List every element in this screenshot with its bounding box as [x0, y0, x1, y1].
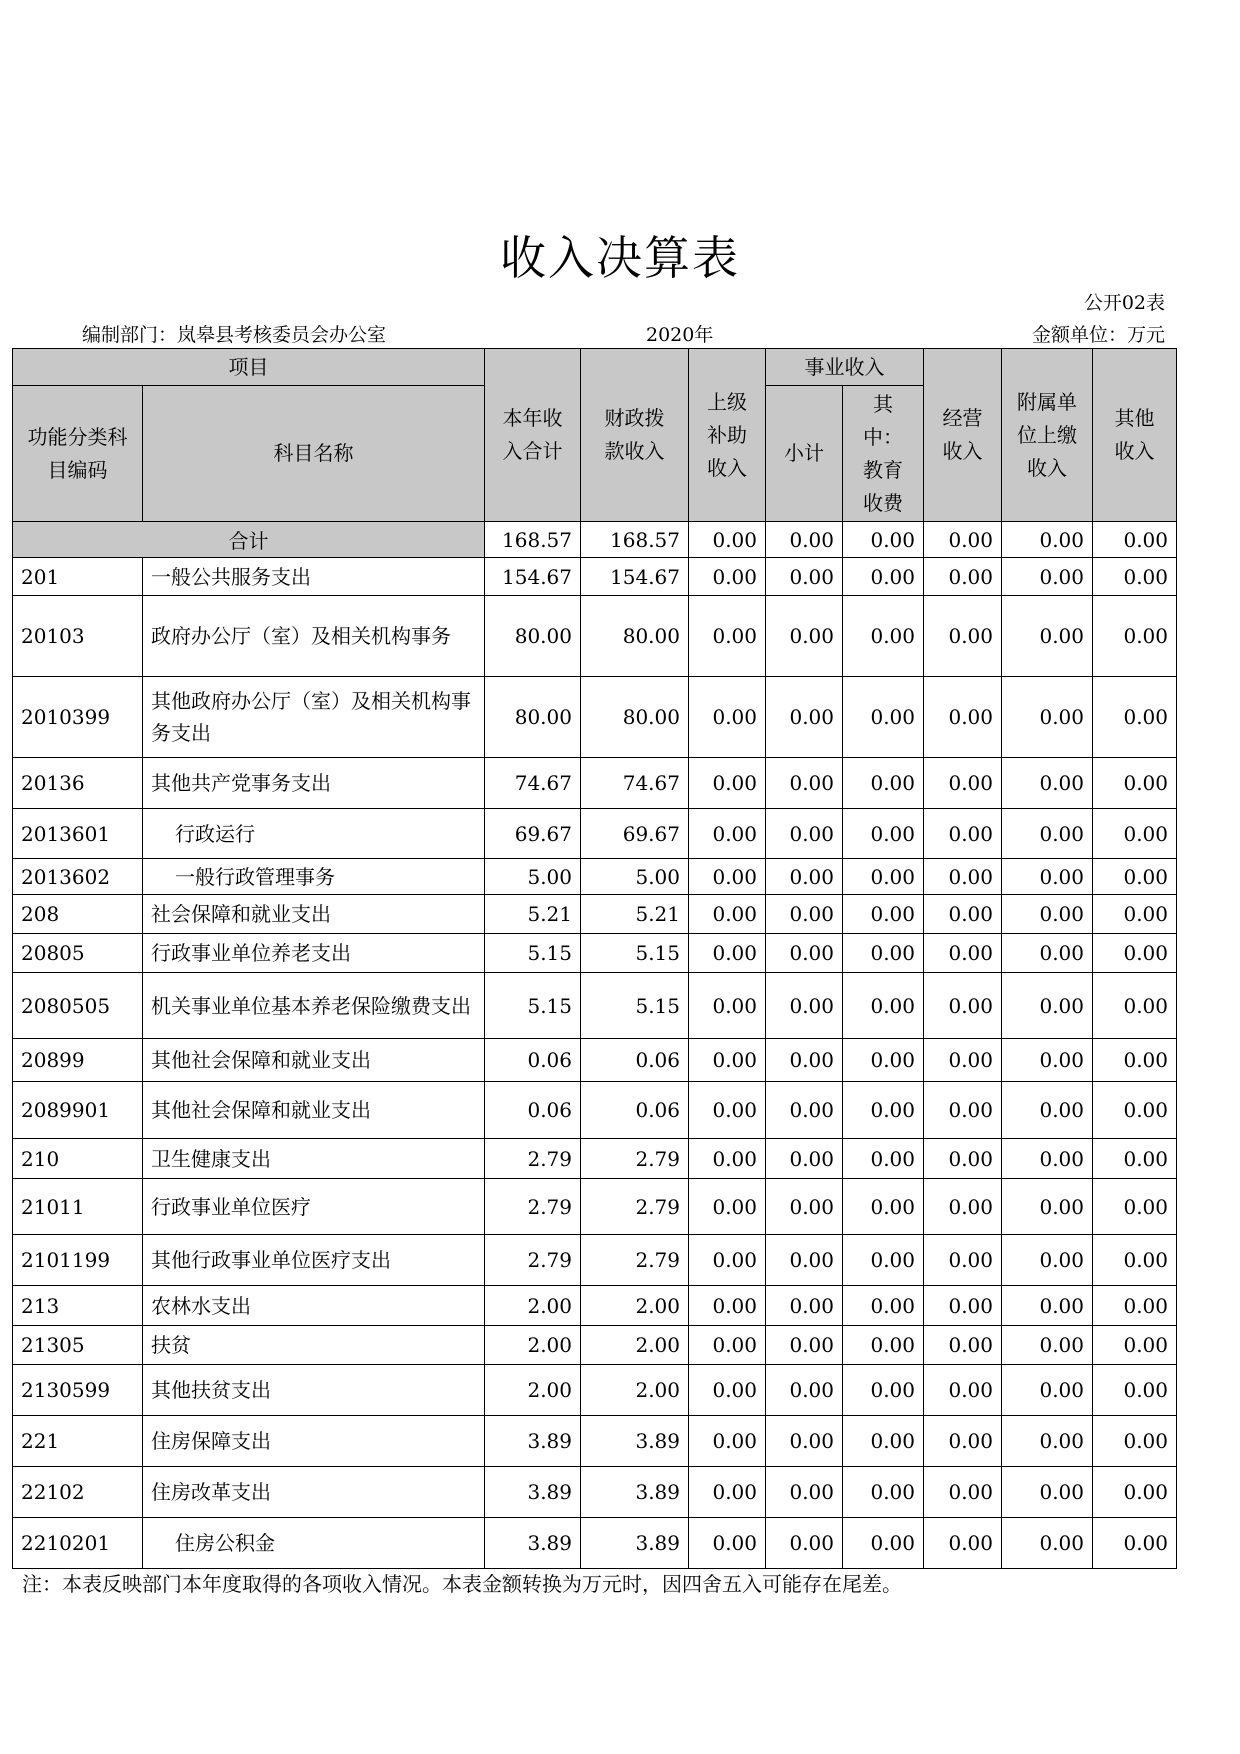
header-code	[13, 386, 143, 522]
cell-fiscal: 2.00	[581, 1326, 689, 1365]
cell-subtotal: 0.00	[766, 1082, 843, 1139]
cell-superior: 0.00	[689, 1139, 766, 1179]
cell-other: 0.00	[1093, 1179, 1177, 1235]
cell-code: 20805	[13, 934, 143, 973]
cell-other: 0.00	[1093, 1235, 1177, 1286]
cell-total-amount: 154.67	[485, 558, 581, 596]
cell-other: 0.00	[1093, 973, 1177, 1039]
header-total	[485, 349, 581, 522]
cell-total-amount: 2.00	[485, 1365, 581, 1416]
cell-superior: 0.00	[689, 973, 766, 1039]
cell-superior: 0.00	[689, 1082, 766, 1139]
cell-code: 213	[13, 1286, 143, 1326]
header-name: 科目名称	[143, 386, 485, 522]
cell-operating: 0.00	[924, 1082, 1002, 1139]
cell-edu: 0.00	[843, 859, 924, 895]
cell-affiliate: 0.00	[1002, 1416, 1093, 1467]
income-table	[12, 348, 1177, 1569]
cell-other: 0.00	[1093, 558, 1177, 596]
cell-name: 住房改革支出	[143, 1467, 485, 1518]
cell-name: 社会保障和就业支出	[143, 895, 485, 934]
header-superior	[689, 349, 766, 522]
cell-edu: 0.00	[843, 934, 924, 973]
cell-other: 0.00	[1093, 522, 1177, 558]
cell-subtotal: 0.00	[766, 1365, 843, 1416]
cell-superior: 0.00	[689, 1235, 766, 1286]
cell-affiliate: 0.00	[1002, 895, 1093, 934]
cell-subtotal: 0.00	[766, 859, 843, 895]
cell-other: 0.00	[1093, 809, 1177, 859]
cell-fiscal: 5.00	[581, 859, 689, 895]
cell-name: 行政运行	[143, 809, 485, 859]
cell-edu: 0.00	[843, 1286, 924, 1326]
cell-affiliate: 0.00	[1002, 522, 1093, 558]
cell-fiscal: 3.89	[581, 1467, 689, 1518]
cell-fiscal: 5.15	[581, 973, 689, 1039]
cell-subtotal: 0.00	[766, 596, 843, 677]
header-edu	[843, 386, 924, 522]
cell-affiliate: 0.00	[1002, 809, 1093, 859]
cell-total-amount: 168.57	[485, 522, 581, 558]
cell-affiliate: 0.00	[1002, 859, 1093, 895]
cell-superior: 0.00	[689, 859, 766, 895]
table-row	[13, 1039, 1177, 1082]
cell-superior: 0.00	[689, 1326, 766, 1365]
header-total-text: 本年收入合计	[502, 406, 563, 463]
cell-operating: 0.00	[924, 758, 1002, 809]
cell-edu: 0.00	[843, 758, 924, 809]
cell-superior: 0.00	[689, 1467, 766, 1518]
header-other-text: 其他收入	[1114, 406, 1155, 463]
cell-fiscal: 154.67	[581, 558, 689, 596]
cell-subtotal: 0.00	[766, 1286, 843, 1326]
cell-code: 21011	[13, 1179, 143, 1235]
table-row	[13, 809, 1177, 859]
cell-operating: 0.00	[924, 1039, 1002, 1082]
cell-code: 20103	[13, 596, 143, 677]
cell-superior: 0.00	[689, 809, 766, 859]
cell-affiliate: 0.00	[1002, 1326, 1093, 1365]
cell-edu: 0.00	[843, 677, 924, 758]
cell-affiliate: 0.00	[1002, 596, 1093, 677]
cell-operating: 0.00	[924, 859, 1002, 895]
cell-superior: 0.00	[689, 1179, 766, 1235]
cell-edu: 0.00	[843, 973, 924, 1039]
table-row	[13, 677, 1177, 758]
cell-subtotal: 0.00	[766, 1326, 843, 1365]
cell-affiliate: 0.00	[1002, 1039, 1093, 1082]
cell-code: 201	[13, 558, 143, 596]
table-row	[13, 1467, 1177, 1518]
total-label: 合计	[13, 522, 485, 558]
cell-other: 0.00	[1093, 1082, 1177, 1139]
table-row	[13, 596, 1177, 677]
cell-operating: 0.00	[924, 522, 1002, 558]
cell-affiliate: 0.00	[1002, 1179, 1093, 1235]
cell-edu: 0.00	[843, 1416, 924, 1467]
cell-code: 2101199	[13, 1235, 143, 1286]
cell-name: 一般行政管理事务	[143, 859, 485, 895]
cell-fiscal: 2.00	[581, 1365, 689, 1416]
cell-edu: 0.00	[843, 596, 924, 677]
cell-operating: 0.00	[924, 1467, 1002, 1518]
cell-edu: 0.00	[843, 1082, 924, 1139]
cell-name: 卫生健康支出	[143, 1139, 485, 1179]
cell-subtotal: 0.00	[766, 973, 843, 1039]
cell-name: 其他政府办公厅（室）及相关机构事务支出	[143, 677, 485, 758]
cell-operating: 0.00	[924, 677, 1002, 758]
cell-subtotal: 0.00	[766, 934, 843, 973]
cell-fiscal: 2.79	[581, 1139, 689, 1179]
page-title: 收入决算表	[500, 231, 740, 285]
header-code-text: 功能分类科目编码	[27, 424, 128, 482]
cell-subtotal: 0.00	[766, 1179, 843, 1235]
cell-superior: 0.00	[689, 1365, 766, 1416]
form-number: 公开02表	[1083, 292, 1165, 314]
cell-fiscal: 3.89	[581, 1416, 689, 1467]
cell-fiscal: 69.67	[581, 809, 689, 859]
cell-other: 0.00	[1093, 1416, 1177, 1467]
cell-edu: 0.00	[843, 1235, 924, 1286]
cell-operating: 0.00	[924, 1518, 1002, 1569]
cell-subtotal: 0.00	[766, 1467, 843, 1518]
header-project: 项目	[13, 349, 485, 386]
cell-subtotal: 0.00	[766, 1235, 843, 1286]
cell-operating: 0.00	[924, 809, 1002, 859]
cell-other: 0.00	[1093, 859, 1177, 895]
cell-name: 其他共产党事务支出	[143, 758, 485, 809]
cell-edu: 0.00	[843, 895, 924, 934]
cell-total-amount: 0.06	[485, 1082, 581, 1139]
cell-code: 2089901	[13, 1082, 143, 1139]
cell-code: 2210201	[13, 1518, 143, 1569]
department-label: 编制部门：岚皋县考核委员会办公室	[82, 324, 387, 346]
cell-code: 21305	[13, 1326, 143, 1365]
cell-other: 0.00	[1093, 1467, 1177, 1518]
cell-code: 221	[13, 1416, 143, 1467]
cell-fiscal: 5.21	[581, 895, 689, 934]
cell-affiliate: 0.00	[1002, 758, 1093, 809]
cell-subtotal: 0.00	[766, 895, 843, 934]
cell-affiliate: 0.00	[1002, 1235, 1093, 1286]
cell-operating: 0.00	[924, 1286, 1002, 1326]
cell-name: 住房保障支出	[143, 1416, 485, 1467]
cell-subtotal: 0.00	[766, 809, 843, 859]
cell-operating: 0.00	[924, 895, 1002, 934]
cell-superior: 0.00	[689, 558, 766, 596]
cell-operating: 0.00	[924, 1326, 1002, 1365]
cell-code: 2080505	[13, 973, 143, 1039]
cell-edu: 0.00	[843, 522, 924, 558]
cell-superior: 0.00	[689, 677, 766, 758]
cell-fiscal: 74.67	[581, 758, 689, 809]
table-row	[13, 758, 1177, 809]
cell-operating: 0.00	[924, 934, 1002, 973]
cell-subtotal: 0.00	[766, 558, 843, 596]
cell-edu: 0.00	[843, 1365, 924, 1416]
cell-name: 扶贫	[143, 1326, 485, 1365]
table-row	[13, 1416, 1177, 1467]
cell-affiliate: 0.00	[1002, 1467, 1093, 1518]
cell-fiscal: 3.89	[581, 1518, 689, 1569]
header-affiliate	[1002, 349, 1093, 522]
cell-edu: 0.00	[843, 558, 924, 596]
cell-total-amount: 0.06	[485, 1039, 581, 1082]
cell-name: 行政事业单位养老支出	[143, 934, 485, 973]
cell-operating: 0.00	[924, 1235, 1002, 1286]
cell-code: 2013601	[13, 809, 143, 859]
header-fiscal-text: 财政拨款收入	[604, 406, 665, 463]
cell-other: 0.00	[1093, 1365, 1177, 1416]
cell-affiliate: 0.00	[1002, 1139, 1093, 1179]
cell-operating: 0.00	[924, 1365, 1002, 1416]
table-row	[13, 1179, 1177, 1235]
cell-edu: 0.00	[843, 1139, 924, 1179]
cell-fiscal: 80.00	[581, 677, 689, 758]
cell-name: 其他社会保障和就业支出	[143, 1082, 485, 1139]
cell-superior: 0.00	[689, 1416, 766, 1467]
table-row-total	[13, 522, 1177, 558]
cell-superior: 0.00	[689, 1039, 766, 1082]
cell-affiliate: 0.00	[1002, 973, 1093, 1039]
cell-fiscal: 2.00	[581, 1286, 689, 1326]
cell-code: 210	[13, 1139, 143, 1179]
cell-total-amount: 80.00	[485, 596, 581, 677]
cell-fiscal: 5.15	[581, 934, 689, 973]
cell-fiscal: 168.57	[581, 522, 689, 558]
cell-name: 行政事业单位医疗	[143, 1179, 485, 1235]
table-row	[13, 1326, 1177, 1365]
cell-total-amount: 80.00	[485, 677, 581, 758]
cell-total-amount: 2.79	[485, 1235, 581, 1286]
header-operating-text: 经营收入	[942, 406, 983, 463]
cell-name: 农林水支出	[143, 1286, 485, 1326]
cell-superior: 0.00	[689, 1286, 766, 1326]
cell-affiliate: 0.00	[1002, 677, 1093, 758]
cell-code: 20136	[13, 758, 143, 809]
cell-superior: 0.00	[689, 596, 766, 677]
cell-edu: 0.00	[843, 809, 924, 859]
cell-edu: 0.00	[843, 1467, 924, 1518]
table-row	[13, 895, 1177, 934]
cell-subtotal: 0.00	[766, 758, 843, 809]
footnote: 注：本表反映部门本年度取得的各项收入情况。本表金额转换为万元时，因四舍五入可能存在尾差。	[22, 1572, 902, 1596]
cell-code: 2013602	[13, 859, 143, 895]
table-row	[13, 1365, 1177, 1416]
cell-subtotal: 0.00	[766, 1039, 843, 1082]
cell-name: 机关事业单位基本养老保险缴费支出	[143, 973, 485, 1039]
cell-subtotal: 0.00	[766, 1518, 843, 1569]
cell-operating: 0.00	[924, 1179, 1002, 1235]
cell-code: 208	[13, 895, 143, 934]
cell-operating: 0.00	[924, 558, 1002, 596]
cell-total-amount: 3.89	[485, 1416, 581, 1467]
cell-total-amount: 3.89	[485, 1467, 581, 1518]
table-row	[13, 859, 1177, 895]
cell-subtotal: 0.00	[766, 1139, 843, 1179]
cell-total-amount: 74.67	[485, 758, 581, 809]
cell-affiliate: 0.00	[1002, 1518, 1093, 1569]
cell-operating: 0.00	[924, 1139, 1002, 1179]
cell-name: 其他扶贫支出	[143, 1365, 485, 1416]
cell-total-amount: 5.21	[485, 895, 581, 934]
cell-name: 一般公共服务支出	[143, 558, 485, 596]
cell-other: 0.00	[1093, 1139, 1177, 1179]
cell-name: 其他社会保障和就业支出	[143, 1039, 485, 1082]
cell-superior: 0.00	[689, 934, 766, 973]
cell-affiliate: 0.00	[1002, 1082, 1093, 1139]
cell-superior: 0.00	[689, 1518, 766, 1569]
cell-name: 住房公积金	[143, 1518, 485, 1569]
cell-subtotal: 0.00	[766, 522, 843, 558]
cell-other: 0.00	[1093, 596, 1177, 677]
cell-edu: 0.00	[843, 1326, 924, 1365]
cell-other: 0.00	[1093, 758, 1177, 809]
header-other	[1093, 349, 1177, 522]
table-row	[13, 1082, 1177, 1139]
table-row	[13, 1235, 1177, 1286]
cell-total-amount: 2.79	[485, 1179, 581, 1235]
cell-subtotal: 0.00	[766, 1416, 843, 1467]
cell-other: 0.00	[1093, 1326, 1177, 1365]
cell-operating: 0.00	[924, 1416, 1002, 1467]
year-label: 2020年	[646, 324, 714, 346]
cell-code: 20899	[13, 1039, 143, 1082]
cell-other: 0.00	[1093, 677, 1177, 758]
cell-other: 0.00	[1093, 1286, 1177, 1326]
cell-affiliate: 0.00	[1002, 1365, 1093, 1416]
cell-total-amount: 69.67	[485, 809, 581, 859]
cell-edu: 0.00	[843, 1179, 924, 1235]
cell-affiliate: 0.00	[1002, 934, 1093, 973]
cell-total-amount: 2.00	[485, 1326, 581, 1365]
cell-fiscal: 2.79	[581, 1179, 689, 1235]
cell-subtotal: 0.00	[766, 677, 843, 758]
header-fiscal	[581, 349, 689, 522]
cell-superior: 0.00	[689, 758, 766, 809]
cell-fiscal: 0.06	[581, 1082, 689, 1139]
cell-other: 0.00	[1093, 934, 1177, 973]
cell-edu: 0.00	[843, 1518, 924, 1569]
table-row	[13, 1286, 1177, 1326]
cell-affiliate: 0.00	[1002, 1286, 1093, 1326]
unit-label: 金额单位：万元	[1031, 324, 1165, 346]
header-operating	[924, 349, 1002, 522]
cell-superior: 0.00	[689, 895, 766, 934]
cell-total-amount: 5.15	[485, 973, 581, 1039]
cell-code: 2130599	[13, 1365, 143, 1416]
cell-total-amount: 2.00	[485, 1286, 581, 1326]
cell-other: 0.00	[1093, 1518, 1177, 1569]
cell-operating: 0.00	[924, 973, 1002, 1039]
cell-total-amount: 5.00	[485, 859, 581, 895]
cell-other: 0.00	[1093, 895, 1177, 934]
cell-fiscal: 80.00	[581, 596, 689, 677]
cell-total-amount: 5.15	[485, 934, 581, 973]
header-affiliate-text: 附属单位上缴收入	[1017, 389, 1077, 480]
cell-name: 政府办公厅（室）及相关机构事务	[143, 596, 485, 677]
table-row	[13, 1139, 1177, 1179]
header-superior-text: 上级补助收入	[707, 389, 747, 480]
cell-name: 其他行政事业单位医疗支出	[143, 1235, 485, 1286]
table-row	[13, 934, 1177, 973]
cell-code: 22102	[13, 1467, 143, 1518]
cell-total-amount: 3.89	[485, 1518, 581, 1569]
table-row	[13, 1518, 1177, 1569]
cell-affiliate: 0.00	[1002, 558, 1093, 596]
cell-fiscal: 0.06	[581, 1039, 689, 1082]
header-subtotal: 小计	[766, 386, 843, 522]
cell-edu: 0.00	[843, 1039, 924, 1082]
cell-superior: 0.00	[689, 522, 766, 558]
cell-code: 2010399	[13, 677, 143, 758]
table-row	[13, 558, 1177, 596]
cell-fiscal: 2.79	[581, 1235, 689, 1286]
cell-other: 0.00	[1093, 1039, 1177, 1082]
header-business: 事业收入	[766, 349, 924, 386]
cell-total-amount: 2.79	[485, 1139, 581, 1179]
table-row	[13, 973, 1177, 1039]
cell-operating: 0.00	[924, 596, 1002, 677]
header-edu-text: 其中：教育收费	[863, 391, 903, 515]
